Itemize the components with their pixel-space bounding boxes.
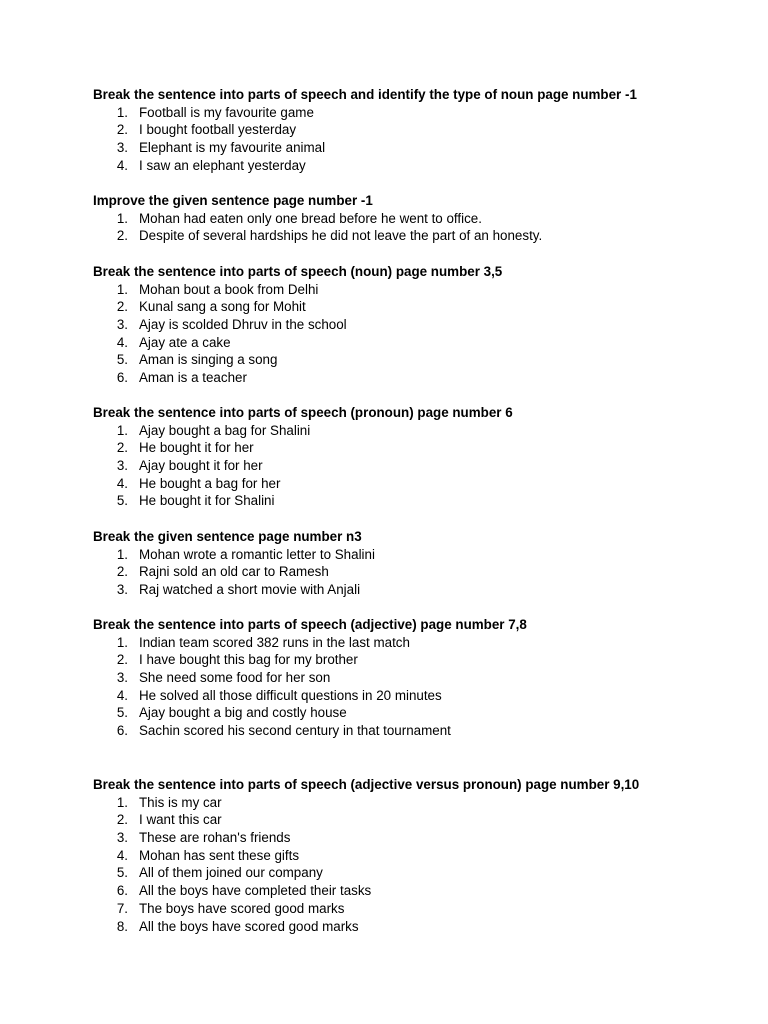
list-item [93,351,733,369]
list-item [93,139,733,157]
item-text: I saw an elephant yesterday [139,157,306,173]
list-item [93,475,733,493]
item-text: Football is my favourite game [139,104,314,120]
list-item [93,457,733,475]
list-item [93,722,733,740]
sentence-list [93,422,733,510]
item-number: 2. [116,564,128,580]
list-item [93,669,733,687]
item-text: Elephant is my favourite animal [139,140,326,156]
sentence-list [93,104,733,175]
list-item [93,829,733,847]
item-text: This is my car [139,794,222,810]
item-number: 2. [116,299,128,315]
list-item [93,687,733,705]
item-number: 2. [116,228,128,244]
item-number: 2. [116,652,128,668]
item-number: 5. [116,705,128,721]
item-text: Mohan had eaten only one bread before he went to office. [139,210,482,226]
sentence-list [93,546,733,599]
list-item [93,794,733,812]
section-heading: Break the sentence into parts of speech (pronoun) page number 6 [93,405,513,420]
item-text: Raj watched a short movie with Anjali [139,582,361,598]
item-text: He solved all those difficult questions in 20 minutes [139,687,442,703]
item-text: The boys have scored good marks [139,900,345,916]
item-text: Kunal sang a song for Mohit [139,299,306,315]
section-heading: Break the given sentence page number n3 [93,529,362,544]
section-noun-types [93,86,733,174]
list-item [93,492,733,510]
list-item [93,811,733,829]
item-number: 1. [116,634,128,650]
list-item [93,369,733,387]
section-adjective-vs-pronoun [93,776,733,935]
item-number: 6. [116,723,128,739]
item-text: He bought a bag for her [139,475,281,491]
section-pronoun [93,404,733,510]
item-text: Mohan wrote a romantic letter to Shalini [139,546,375,562]
item-number: 1. [116,210,128,226]
list-item [93,298,733,316]
list-item [93,281,733,299]
section-heading: Break the sentence into parts of speech (adjective versus pronoun) page number 9,10 [93,777,640,792]
item-number: 3. [116,140,128,156]
item-text: All of them joined our company [139,865,323,881]
item-number: 3. [116,317,128,333]
item-text: Ajay bought a big and costly house [139,705,347,721]
list-item [93,121,733,139]
item-number: 5. [116,352,128,368]
item-number: 2. [116,122,128,138]
item-number: 1. [116,422,128,438]
list-item [93,104,733,122]
list-item [93,900,733,918]
item-number: 1. [116,281,128,297]
item-text: All the boys have completed their tasks [139,883,372,899]
section-adjective [93,616,733,740]
item-number: 1. [116,794,128,810]
item-number: 8. [116,918,128,934]
item-text: Mohan has sent these gifts [139,847,300,863]
item-text: Ajay bought a bag for Shalini [139,422,311,438]
item-number: 3. [116,830,128,846]
item-number: 3. [116,670,128,686]
item-text: I bought football yesterday [139,122,297,138]
section-heading: Break the sentence into parts of speech (noun) page number 3,5 [93,264,503,279]
list-item [93,651,733,669]
item-number: 4. [116,334,128,350]
item-number: 2. [116,440,128,456]
item-text: Indian team scored 382 runs in the last match [139,634,410,650]
item-text: Sachin scored his second century in that tournament [139,723,451,739]
item-text: He bought it for her [139,440,254,456]
item-number: 4. [116,475,128,491]
item-text: Rajni sold an old car to Ramesh [139,564,329,580]
item-number: 1. [116,104,128,120]
item-text: I want this car [139,812,222,828]
sentence-list [93,634,733,740]
item-number: 3. [116,458,128,474]
item-number: 2. [116,812,128,828]
list-item [93,581,733,599]
list-item [93,882,733,900]
item-number: 6. [116,370,128,386]
item-text: Aman is singing a song [139,352,278,368]
list-item [93,918,733,936]
list-item [93,422,733,440]
list-item [93,210,733,228]
list-item [93,704,733,722]
section-heading: Break the sentence into parts of speech (adjective) page number 7,8 [93,617,527,632]
list-item [93,634,733,652]
section-heading: Improve the given sentence page number -1 [93,193,373,208]
list-item [93,546,733,564]
item-number: 7. [116,900,128,916]
section-given-sentence [93,528,733,599]
item-number: 5. [116,493,128,509]
section-improve-sentence [93,192,733,245]
item-text: She need some food for her son [139,670,331,686]
item-text: Aman is a teacher [139,370,247,386]
item-number: 5. [116,865,128,881]
sentence-list [93,210,733,245]
list-item [93,439,733,457]
item-text: Ajay is scolded Dhruv in the school [139,317,347,333]
item-number: 3. [116,582,128,598]
item-number: 4. [116,687,128,703]
item-text: Despite of several hardships he did not leave the part of an honesty. [139,228,543,244]
item-text: He bought it for Shalini [139,493,275,509]
list-item [93,316,733,334]
item-text: Ajay ate a cake [139,334,231,350]
list-item [93,157,733,175]
item-number: 1. [116,546,128,562]
item-text: Ajay bought it for her [139,458,263,474]
item-text: Mohan bout a book from Delhi [139,281,319,297]
list-item [93,864,733,882]
sentence-list [93,281,733,387]
list-item [93,847,733,865]
item-number: 4. [116,847,128,863]
sentence-list [93,794,733,936]
item-text: I have bought this bag for my brother [139,652,358,668]
list-item [93,227,733,245]
item-text: All the boys have scored good marks [139,918,359,934]
item-number: 4. [116,157,128,173]
item-number: 6. [116,883,128,899]
list-item [93,563,733,581]
item-text: These are rohan's friends [139,830,291,846]
section-heading: Break the sentence into parts of speech and identify the type of noun page number -1 [93,87,637,102]
section-noun [93,263,733,387]
list-item [93,334,733,352]
